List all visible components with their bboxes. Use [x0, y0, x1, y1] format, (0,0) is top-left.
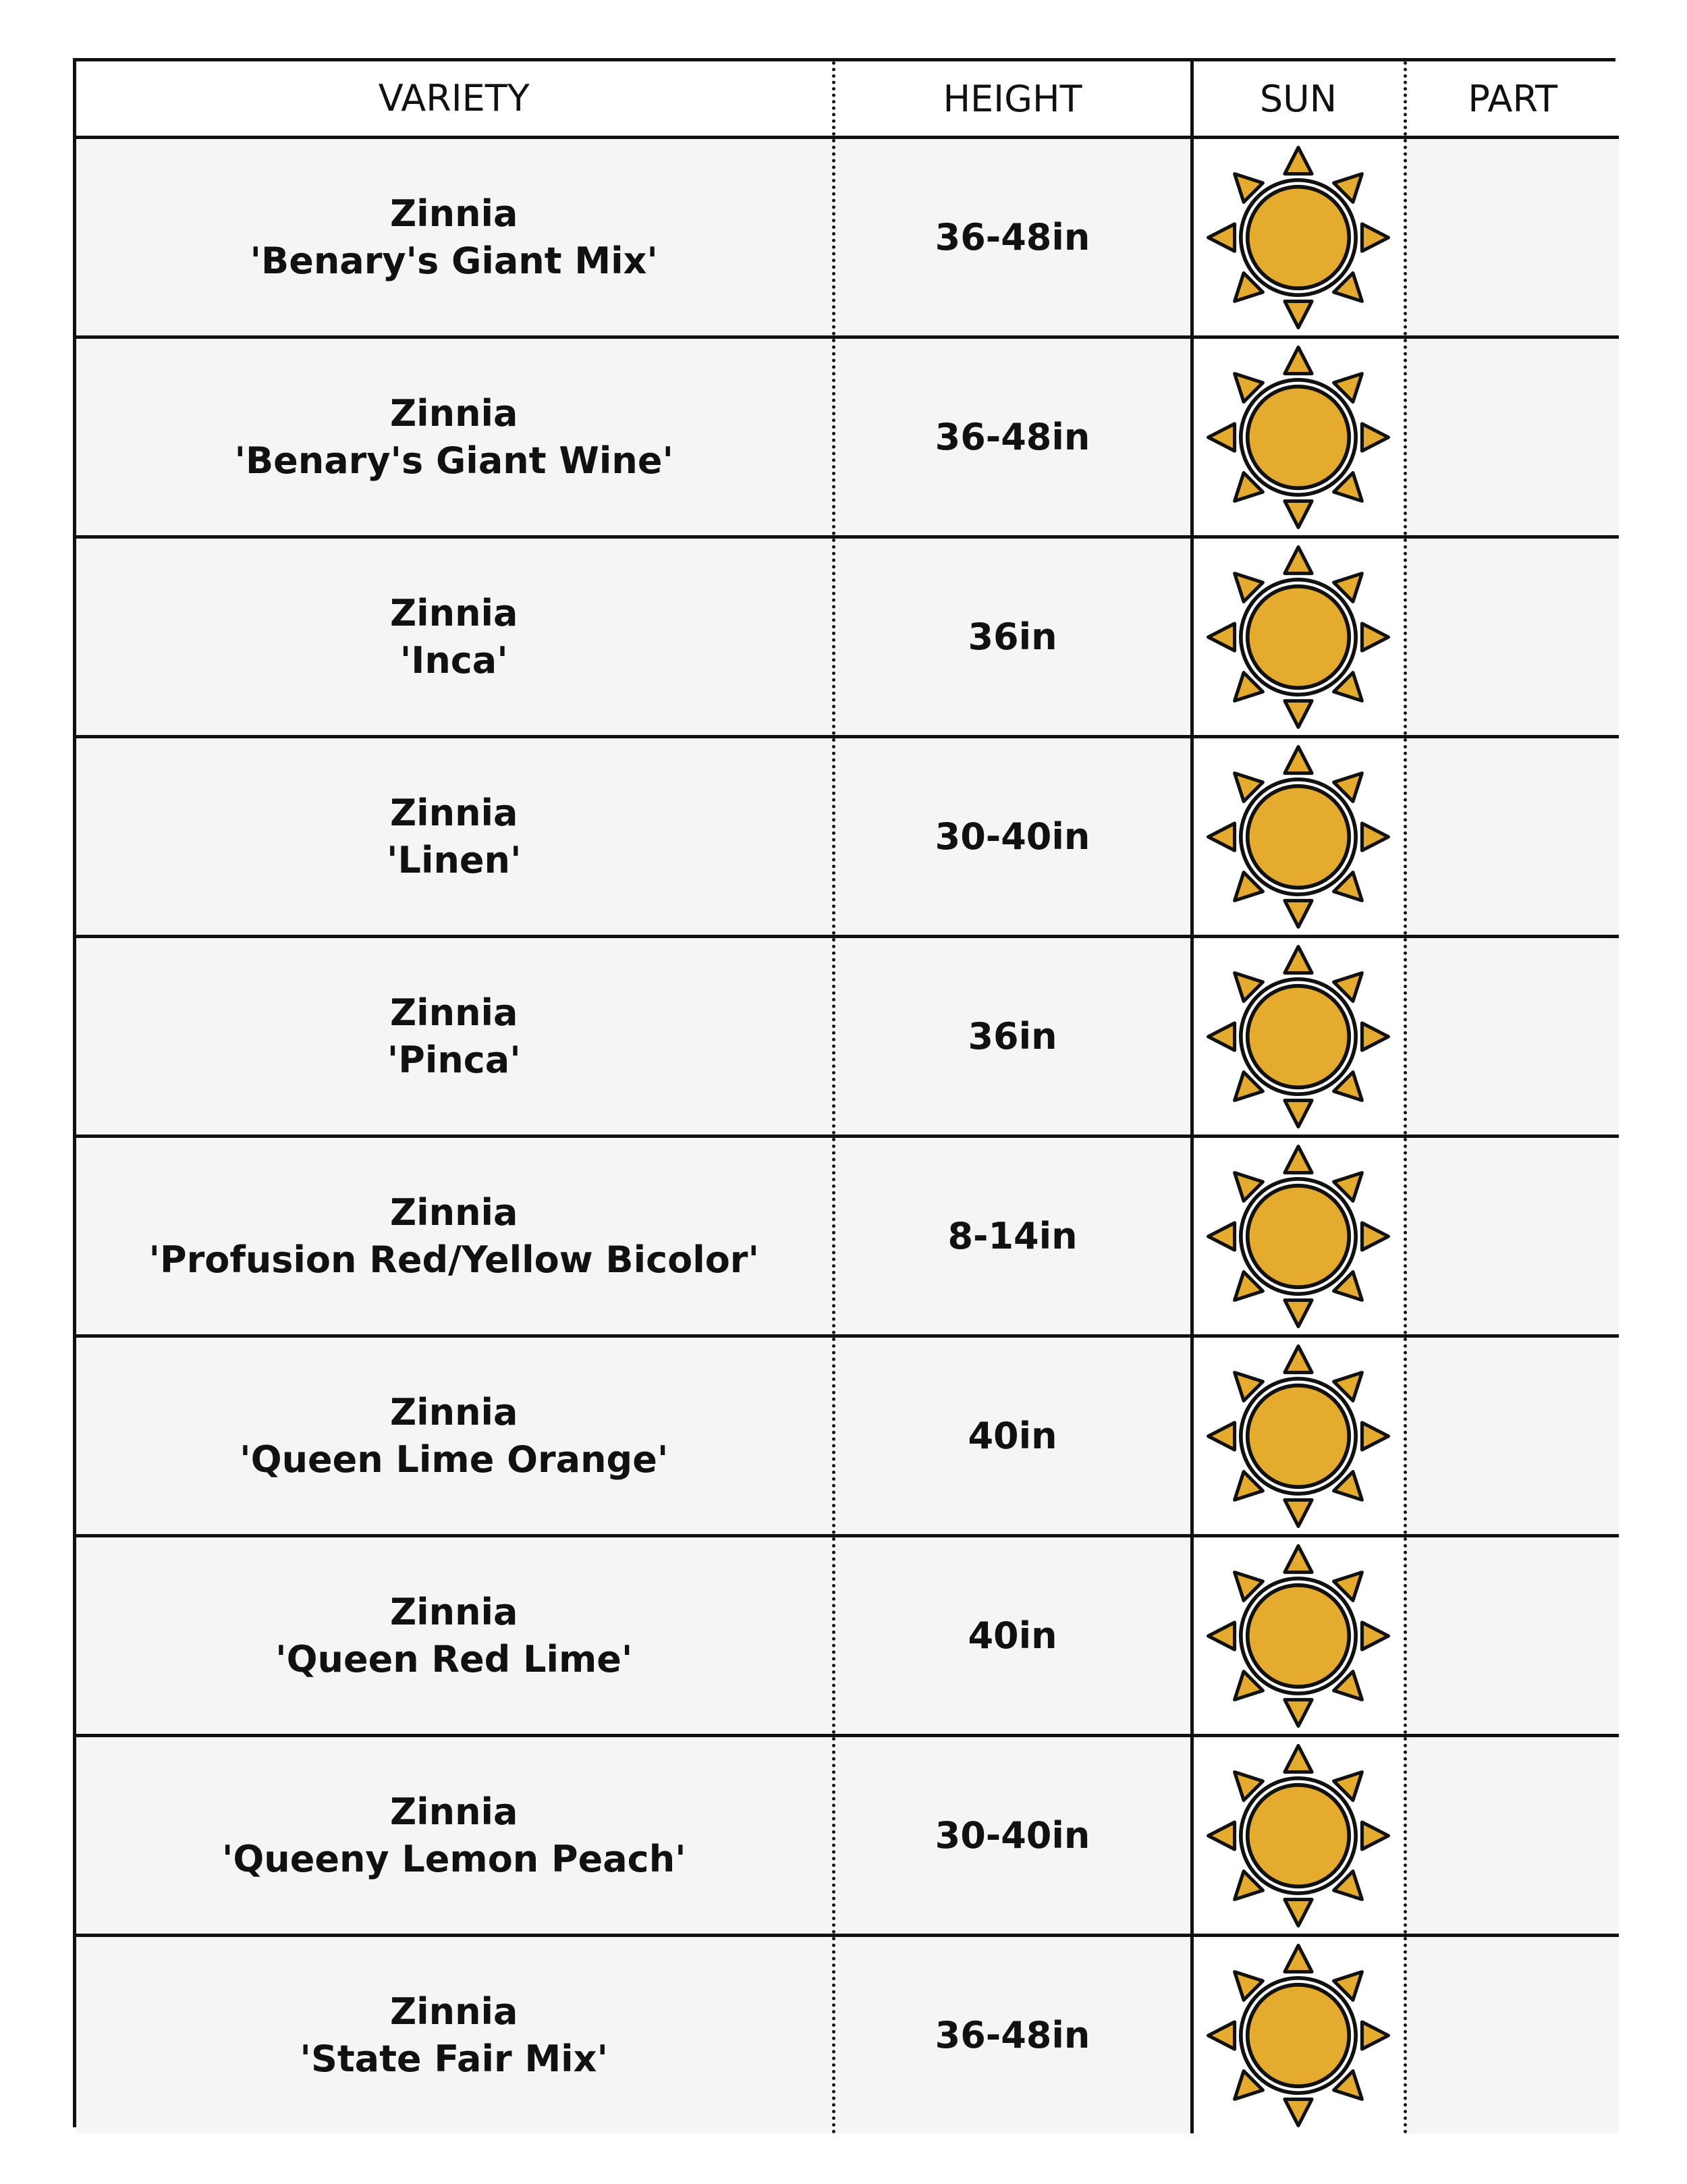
table-row — [76, 1536, 1619, 1736]
variety-cell — [76, 1736, 833, 1936]
part-cell — [1405, 537, 1619, 737]
sun-ray — [1285, 946, 1312, 973]
part-cell — [1405, 937, 1619, 1137]
variety-cultivar: 'Linen' — [387, 838, 522, 881]
sun-ray — [1285, 547, 1312, 573]
sun-ray — [1285, 1300, 1312, 1326]
part-cell — [1405, 138, 1619, 337]
variety-cultivar: 'Benary's Giant Wine' — [234, 439, 673, 482]
height-cell: 40in — [833, 1536, 1192, 1736]
sun-icon — [1202, 541, 1394, 733]
table-row — [76, 737, 1619, 937]
sun-icon — [1202, 1940, 1394, 2131]
variety-cell — [76, 937, 833, 1137]
table-row — [76, 1736, 1619, 1936]
sun-ray — [1209, 1422, 1235, 1449]
sun-ray — [1362, 823, 1388, 850]
variety-genus: Zinnia — [389, 391, 518, 435]
variety-cultivar: 'Queen Lime Orange' — [240, 1438, 669, 1481]
variety-genus: Zinnia — [389, 791, 518, 834]
sun-ray — [1285, 1899, 1312, 1926]
sun-ray — [1285, 501, 1312, 527]
variety-cultivar: 'Profusion Red/Yellow Bicolor' — [148, 1238, 759, 1281]
height-cell: 36-48in — [833, 138, 1192, 337]
sun-cell — [1192, 1336, 1405, 1536]
sun-ray — [1209, 1022, 1235, 1049]
height-cell: 30-40in — [833, 1736, 1192, 1936]
header-height: HEIGHT — [833, 61, 1192, 138]
sun-ray — [1285, 147, 1312, 173]
table-row — [76, 138, 1619, 337]
part-cell — [1405, 1336, 1619, 1536]
table-row — [76, 337, 1619, 537]
sun-ray — [1209, 223, 1235, 250]
sun-ray — [1285, 746, 1312, 773]
part-cell — [1405, 1936, 1619, 2134]
sun-ray — [1285, 347, 1312, 373]
plant-table — [76, 61, 1619, 2133]
sun-ray — [1362, 223, 1388, 250]
sun-cell — [1192, 737, 1405, 937]
variety-cultivar: 'State Fair Mix' — [300, 2037, 609, 2080]
sun-ray — [1362, 1822, 1388, 1849]
sun-cell — [1192, 937, 1405, 1137]
variety-genus: Zinnia — [389, 1990, 518, 2033]
variety-genus: Zinnia — [389, 1191, 518, 1234]
table-body — [76, 138, 1619, 2134]
variety-cultivar: 'Pinca' — [387, 1038, 521, 1081]
sun-ray — [1285, 1546, 1312, 1572]
sun-icon — [1202, 1340, 1394, 1532]
variety-cultivar: 'Queen Red Lime' — [275, 1637, 633, 1681]
sun-ray — [1285, 1146, 1312, 1172]
table-row — [76, 1336, 1619, 1536]
sun-ray — [1285, 1699, 1312, 1726]
part-cell — [1405, 737, 1619, 937]
variety-cell — [76, 737, 833, 937]
sun-icon — [1202, 142, 1394, 333]
sun-ray — [1362, 1022, 1388, 1049]
header-sun: SUN — [1192, 61, 1405, 138]
sun-ray — [1209, 1222, 1235, 1249]
variety-cell — [76, 537, 833, 737]
height-cell: 30-40in — [833, 737, 1192, 937]
height-cell: 36in — [833, 537, 1192, 737]
sun-cell — [1192, 1936, 1405, 2134]
sun-ray — [1285, 2099, 1312, 2125]
sun-icon — [1202, 941, 1394, 1132]
sun-icon — [1202, 1141, 1394, 1332]
sun-cell — [1192, 1736, 1405, 1936]
sun-ray — [1209, 1622, 1235, 1649]
table-row — [76, 537, 1619, 737]
variety-genus: Zinnia — [389, 192, 518, 235]
sun-ray — [1209, 2021, 1235, 2048]
variety-cultivar: 'Inca' — [399, 638, 508, 682]
sun-ray — [1285, 1945, 1312, 1971]
sun-cell — [1192, 138, 1405, 337]
sun-ray — [1362, 423, 1388, 450]
variety-cell — [76, 1936, 833, 2134]
sun-ray — [1285, 1346, 1312, 1372]
part-cell — [1405, 1536, 1619, 1736]
part-cell — [1405, 1736, 1619, 1936]
sun-ray — [1362, 1222, 1388, 1249]
variety-cultivar: 'Queeny Lemon Peach' — [221, 1837, 686, 1880]
height-cell: 36-48in — [833, 337, 1192, 537]
height-cell: 36in — [833, 937, 1192, 1137]
sun-ray — [1209, 823, 1235, 850]
variety-genus: Zinnia — [389, 1790, 518, 1833]
table-row — [76, 937, 1619, 1137]
sun-ray — [1362, 1422, 1388, 1449]
height-cell: 8-14in — [833, 1137, 1192, 1336]
sun-ray — [1209, 1822, 1235, 1849]
sun-ray — [1285, 701, 1312, 727]
part-cell — [1405, 337, 1619, 537]
variety-cell — [76, 1536, 833, 1736]
sun-ray — [1209, 623, 1235, 650]
height-cell: 40in — [833, 1336, 1192, 1536]
sun-icon — [1202, 1740, 1394, 1932]
sun-cell — [1192, 337, 1405, 537]
plant-table-sheet — [73, 58, 1615, 2127]
variety-genus: Zinnia — [389, 1590, 518, 1633]
header-part: PART — [1405, 61, 1619, 138]
sun-ray — [1285, 1100, 1312, 1126]
variety-genus: Zinnia — [389, 1390, 518, 1434]
table-row — [76, 1936, 1619, 2134]
sun-ray — [1362, 623, 1388, 650]
sun-icon — [1202, 741, 1394, 933]
variety-cell — [76, 337, 833, 537]
variety-cultivar: 'Benary's Giant Mix' — [250, 239, 658, 282]
height-cell: 36-48in — [833, 1936, 1192, 2134]
header-variety: VARIETY — [76, 61, 833, 138]
sun-cell — [1192, 1137, 1405, 1336]
table-row — [76, 1137, 1619, 1336]
sun-icon — [1202, 1540, 1394, 1732]
sun-cell — [1192, 537, 1405, 737]
sun-ray — [1285, 1500, 1312, 1526]
variety-cell — [76, 1336, 833, 1536]
part-cell — [1405, 1137, 1619, 1336]
variety-cell — [76, 1137, 833, 1336]
variety-genus: Zinnia — [389, 991, 518, 1034]
sun-cell — [1192, 1536, 1405, 1736]
variety-genus: Zinnia — [389, 591, 518, 634]
sun-ray — [1285, 301, 1312, 327]
sun-icon — [1202, 342, 1394, 533]
sun-ray — [1362, 2021, 1388, 2048]
sun-ray — [1285, 900, 1312, 927]
table-header-row — [76, 61, 1619, 138]
sun-ray — [1209, 423, 1235, 450]
sun-ray — [1362, 1622, 1388, 1649]
sun-ray — [1285, 1745, 1312, 1772]
variety-cell — [76, 138, 833, 337]
